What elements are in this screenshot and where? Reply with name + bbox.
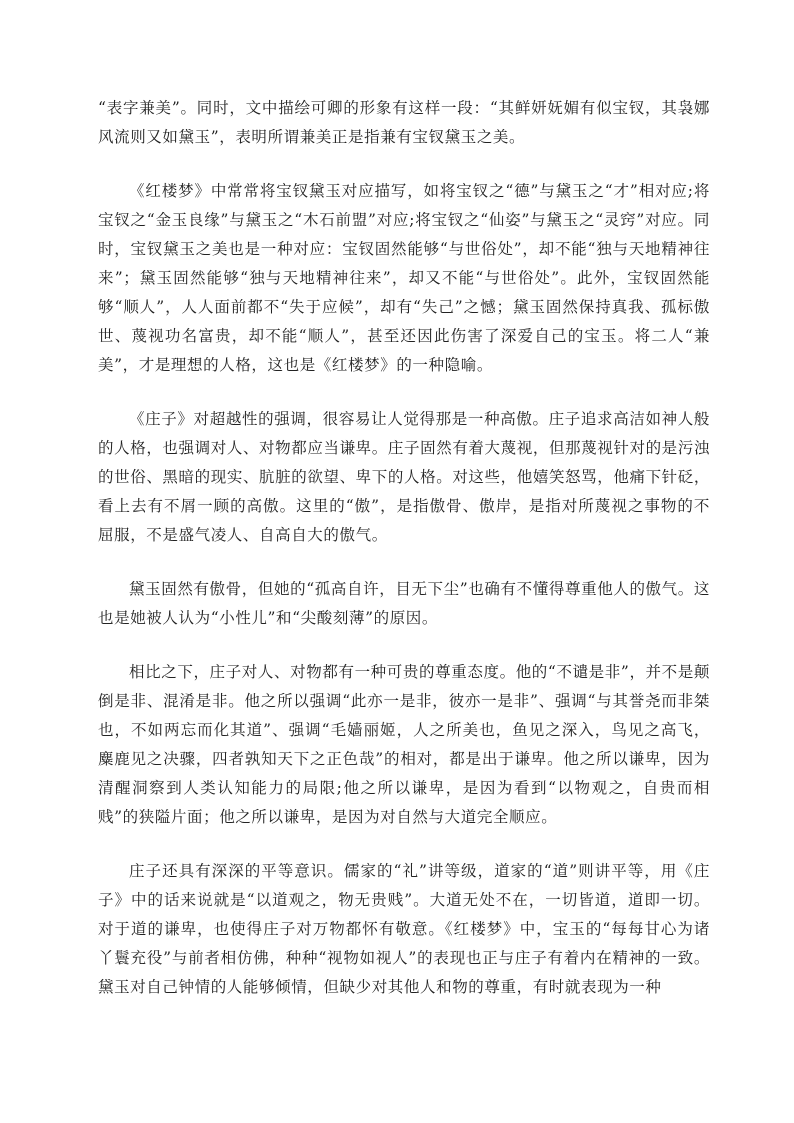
paragraph-3: 《庄子》对超越性的强调，很容易让人觉得那是一种高傲。庄子追求高洁如神人般的人格，也强调对人、对物都应当谦卑。庄子固然有着大蔑视，但那蔑视针对的是污浊的世俗、黑暗的现实、肮脏的欲望、卑下的人格。对这些，他嬉笑怒骂，他痛下针砭，看上去有不屑一顾的高傲。这里的“傲”，是指傲骨、傲岸，是指对所蔑视之事物的不屈服，不是盛气凌人、自高自大的傲气。 <box>98 410 710 544</box>
document-body <box>98 94 710 1027</box>
paragraph-1: “表字兼美”。同时，文中描绘可卿的形象有这样一段：“其鲜妍妩媚有似宝钗，其袅娜风流则又如黛玉”，表明所谓兼美正是指兼有宝钗黛玉之美。 <box>98 99 710 146</box>
paragraph-4: 黛玉固然有傲骨，但她的“孤高自许，目无下尘”也确有不懂得尊重他人的傲气。这也是她被人认为“小性儿”和“尖酸刻薄”的原因。 <box>98 580 710 627</box>
paragraph-6: 庄子还具有深深的平等意识。儒家的“礼”讲等级，道家的“道”则讲平等，用《庄子》中的话来说就是“以道观之，物无贵贱”。大道无处不在，一切皆道，道即一切。对于道的谦卑，也使得庄子对万物都怀有敬意。《红楼梦》中，宝玉的“每每甘心为诸丫鬟充役”与前者相仿佛，种种“视物如视人”的表现也正与庄子有着内在精神的一致。黛玉对自己钟情的人能够倾情，但缺少对其他人和物的尊重，有时就表现为一种 <box>98 862 710 996</box>
paragraph-2: 《红楼梦》中常常将宝钗黛玉对应描写，如将宝钗之“德”与黛玉之“才”相对应;将宝钗之“金玉良缘”与黛玉之“木石前盟”对应;将宝钗之“仙姿”与黛玉之“灵窍”对应。同时，宝钗黛玉之美也是一种对应：宝钗固然能够“与世俗处”，却不能“独与天地精神往来”；黛玉固然能够“独与天地精神往来”，却又不能“与世俗处”。此外，宝钗固然能够“顺人”，人人面前都不“失于应候”，却有“失己”之憾；黛玉固然保持真我、孤标傲世、蔑视功名富贵，却不能“顺人”，甚至还因此伤害了深爱自己的宝玉。将二人“兼美”，才是理想的人格，这也是《红楼梦》的一种隐喻。 <box>98 182 710 374</box>
paragraph-5: 相比之下，庄子对人、对物都有一种可贵的尊重态度。他的“不谴是非”，并不是颠倒是非、混淆是非。他之所以强调“此亦一是非，彼亦一是非”、强调“与其誉尧而非桀也，不如两忘而化其道”、强调“毛嫱丽姬，人之所美也，鱼见之深入，鸟见之高飞，麋鹿见之决骤，四者孰知天下之正色哉”的相对，都是出于谦卑。他之所以谦卑，因为清醒洞察到人类认知能力的局限;他之所以谦卑，是因为看到“以物观之，自贵而相贱”的狭隘片面；他之所以谦卑，是因为对自然与大道完全顺应。 <box>98 663 710 826</box>
